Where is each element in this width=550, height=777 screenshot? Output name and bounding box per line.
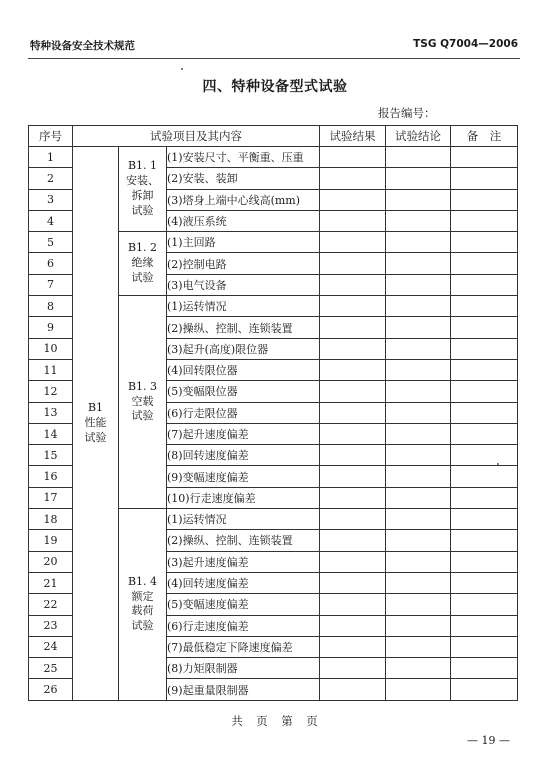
conclusion-cell[interactable]	[386, 551, 451, 572]
scan-speck	[497, 463, 499, 465]
row-number: 8	[29, 296, 73, 317]
remark-cell[interactable]	[451, 296, 518, 317]
result-cell[interactable]	[320, 658, 386, 679]
result-cell[interactable]	[320, 551, 386, 572]
subgroup-label-sub3: B1. 3 空载 试验	[119, 296, 167, 509]
remark-cell[interactable]	[451, 679, 518, 700]
result-cell[interactable]	[320, 189, 386, 210]
page-title: 四、特种设备型式试验	[202, 79, 348, 95]
result-cell[interactable]	[320, 530, 386, 551]
test-item: (1)安装尺寸、平衡重、压重	[167, 147, 320, 168]
remark-cell[interactable]	[451, 636, 518, 657]
row-number: 25	[29, 658, 73, 679]
test-item: (1)运转情况	[167, 509, 320, 530]
row-number: 15	[29, 445, 73, 466]
row-number: 11	[29, 359, 73, 380]
test-item: (8)力矩限制器	[167, 658, 320, 679]
test-item: (2)控制电路	[167, 253, 320, 274]
remark-cell[interactable]	[451, 658, 518, 679]
remark-cell[interactable]	[451, 530, 518, 551]
row-number: 7	[29, 274, 73, 295]
test-item: (4)液压系统	[167, 210, 320, 231]
row-number: 19	[29, 530, 73, 551]
page-count-footer: 共 页 第 页	[231, 714, 319, 728]
result-cell[interactable]	[320, 423, 386, 444]
col-header-conclusion: 试验结论	[386, 126, 451, 147]
header-rule	[28, 58, 520, 59]
test-item: (2)操纵、控制、连锁装置	[167, 530, 320, 551]
test-item: (7)起升速度偏差	[167, 423, 320, 444]
conclusion-cell[interactable]	[386, 296, 451, 317]
remark-cell[interactable]	[451, 338, 518, 359]
remark-cell[interactable]	[451, 189, 518, 210]
conclusion-cell[interactable]	[386, 509, 451, 530]
page-number: — 19 —	[467, 734, 510, 747]
result-cell[interactable]	[320, 210, 386, 231]
result-cell[interactable]	[320, 317, 386, 338]
test-item: (4)回转速度偏差	[167, 572, 320, 593]
test-item: (1)主回路	[167, 232, 320, 253]
remark-cell[interactable]	[451, 359, 518, 380]
conclusion-cell[interactable]	[386, 487, 451, 508]
row-number: 10	[29, 338, 73, 359]
conclusion-cell[interactable]	[386, 338, 451, 359]
col-header-no: 序号	[29, 126, 73, 147]
remark-cell[interactable]	[451, 232, 518, 253]
group-label-b1: B1 性能 试验	[73, 147, 119, 701]
result-cell[interactable]	[320, 359, 386, 380]
row-number: 26	[29, 679, 73, 700]
test-item: (3)起升(高度)限位器	[167, 338, 320, 359]
remark-cell[interactable]	[451, 317, 518, 338]
conclusion-cell[interactable]	[386, 168, 451, 189]
row-number: 22	[29, 594, 73, 615]
conclusion-cell[interactable]	[386, 530, 451, 551]
result-cell[interactable]	[320, 615, 386, 636]
row-number: 1	[29, 147, 73, 168]
test-item: (1)运转情况	[167, 296, 320, 317]
conclusion-cell[interactable]	[386, 381, 451, 402]
remark-cell[interactable]	[451, 423, 518, 444]
row-number: 16	[29, 466, 73, 487]
conclusion-cell[interactable]	[386, 679, 451, 700]
test-item: (3)电气设备	[167, 274, 320, 295]
conclusion-cell[interactable]	[386, 636, 451, 657]
row-number: 17	[29, 487, 73, 508]
col-header-result: 试验结果	[320, 126, 386, 147]
row-number: 18	[29, 509, 73, 530]
row-number: 4	[29, 210, 73, 231]
result-cell[interactable]	[320, 147, 386, 168]
conclusion-cell[interactable]	[386, 423, 451, 444]
result-cell[interactable]	[320, 636, 386, 657]
conclusion-cell[interactable]	[386, 210, 451, 231]
remark-cell[interactable]	[451, 509, 518, 530]
conclusion-cell[interactable]	[386, 232, 451, 253]
test-item: (6)行走限位器	[167, 402, 320, 423]
remark-cell[interactable]	[451, 402, 518, 423]
test-item: (2)操纵、控制、连锁装置	[167, 317, 320, 338]
row-number: 9	[29, 317, 73, 338]
row-number: 23	[29, 615, 73, 636]
result-cell[interactable]	[320, 679, 386, 700]
conclusion-cell[interactable]	[386, 445, 451, 466]
remark-cell[interactable]	[451, 274, 518, 295]
conclusion-cell[interactable]	[386, 658, 451, 679]
remark-cell[interactable]	[451, 551, 518, 572]
remark-cell[interactable]	[451, 594, 518, 615]
scan-speck	[181, 68, 183, 70]
remark-cell[interactable]	[451, 487, 518, 508]
result-cell[interactable]	[320, 253, 386, 274]
conclusion-cell[interactable]	[386, 594, 451, 615]
conclusion-cell[interactable]	[386, 572, 451, 593]
row-number: 3	[29, 189, 73, 210]
result-cell[interactable]	[320, 466, 386, 487]
remark-cell[interactable]	[451, 210, 518, 231]
row-number: 5	[29, 232, 73, 253]
conclusion-cell[interactable]	[386, 253, 451, 274]
test-item: (5)变幅速度偏差	[167, 594, 320, 615]
test-item: (2)安装、装卸	[167, 168, 320, 189]
test-item: (3)塔身上端中心线高(mm)	[167, 189, 320, 210]
result-cell[interactable]	[320, 572, 386, 593]
test-item: (6)行走速度偏差	[167, 615, 320, 636]
result-cell[interactable]	[320, 487, 386, 508]
conclusion-cell[interactable]	[386, 274, 451, 295]
remark-cell[interactable]	[451, 381, 518, 402]
report-number-label: 报告编号：	[378, 106, 436, 120]
conclusion-cell[interactable]	[386, 317, 451, 338]
test-item: (10)行走速度偏差	[167, 487, 320, 508]
test-item: (5)变幅限位器	[167, 381, 320, 402]
header-code: TSG Q7004—2006	[413, 38, 518, 50]
result-cell[interactable]	[320, 445, 386, 466]
result-cell[interactable]	[320, 338, 386, 359]
test-item: (8)回转速度偏差	[167, 445, 320, 466]
subgroup-label-sub2: B1. 2 绝缘 试验	[119, 232, 167, 296]
test-item: (9)变幅速度偏差	[167, 466, 320, 487]
test-item: (9)起重量限制器	[167, 679, 320, 700]
row-number: 21	[29, 572, 73, 593]
result-cell[interactable]	[320, 274, 386, 295]
test-item: (7)最低稳定下降速度偏差	[167, 636, 320, 657]
conclusion-cell[interactable]	[386, 466, 451, 487]
conclusion-cell[interactable]	[386, 359, 451, 380]
row-number: 14	[29, 423, 73, 444]
test-item: (3)起升速度偏差	[167, 551, 320, 572]
result-cell[interactable]	[320, 296, 386, 317]
subgroup-label-sub4: B1. 4 额定 载荷 试验	[119, 509, 167, 701]
remark-cell[interactable]	[451, 445, 518, 466]
remark-cell[interactable]	[451, 147, 518, 168]
conclusion-cell[interactable]	[386, 402, 451, 423]
result-cell[interactable]	[320, 168, 386, 189]
table-header-row	[29, 126, 518, 147]
header-title: 特种设备安全技术规范	[30, 40, 135, 52]
col-header-remark: 备 注	[451, 126, 518, 147]
row-number: 20	[29, 551, 73, 572]
remark-cell[interactable]	[451, 572, 518, 593]
result-cell[interactable]	[320, 509, 386, 530]
row-number: 24	[29, 636, 73, 657]
result-cell[interactable]	[320, 594, 386, 615]
row-number: 6	[29, 253, 73, 274]
remark-cell[interactable]	[451, 466, 518, 487]
conclusion-cell[interactable]	[386, 615, 451, 636]
subgroup-label-sub1: B1. 1 安装、 拆卸 试验	[119, 147, 167, 232]
row-number: 13	[29, 402, 73, 423]
remark-cell[interactable]	[451, 615, 518, 636]
test-table	[28, 125, 518, 701]
row-number: 2	[29, 168, 73, 189]
row-number: 12	[29, 381, 73, 402]
table-row	[29, 147, 518, 168]
remark-cell[interactable]	[451, 253, 518, 274]
result-cell[interactable]	[320, 402, 386, 423]
result-cell[interactable]	[320, 381, 386, 402]
conclusion-cell[interactable]	[386, 147, 451, 168]
col-header-item: 试验项目及其内容	[73, 126, 320, 147]
result-cell[interactable]	[320, 232, 386, 253]
remark-cell[interactable]	[451, 168, 518, 189]
test-item: (4)回转限位器	[167, 359, 320, 380]
conclusion-cell[interactable]	[386, 189, 451, 210]
